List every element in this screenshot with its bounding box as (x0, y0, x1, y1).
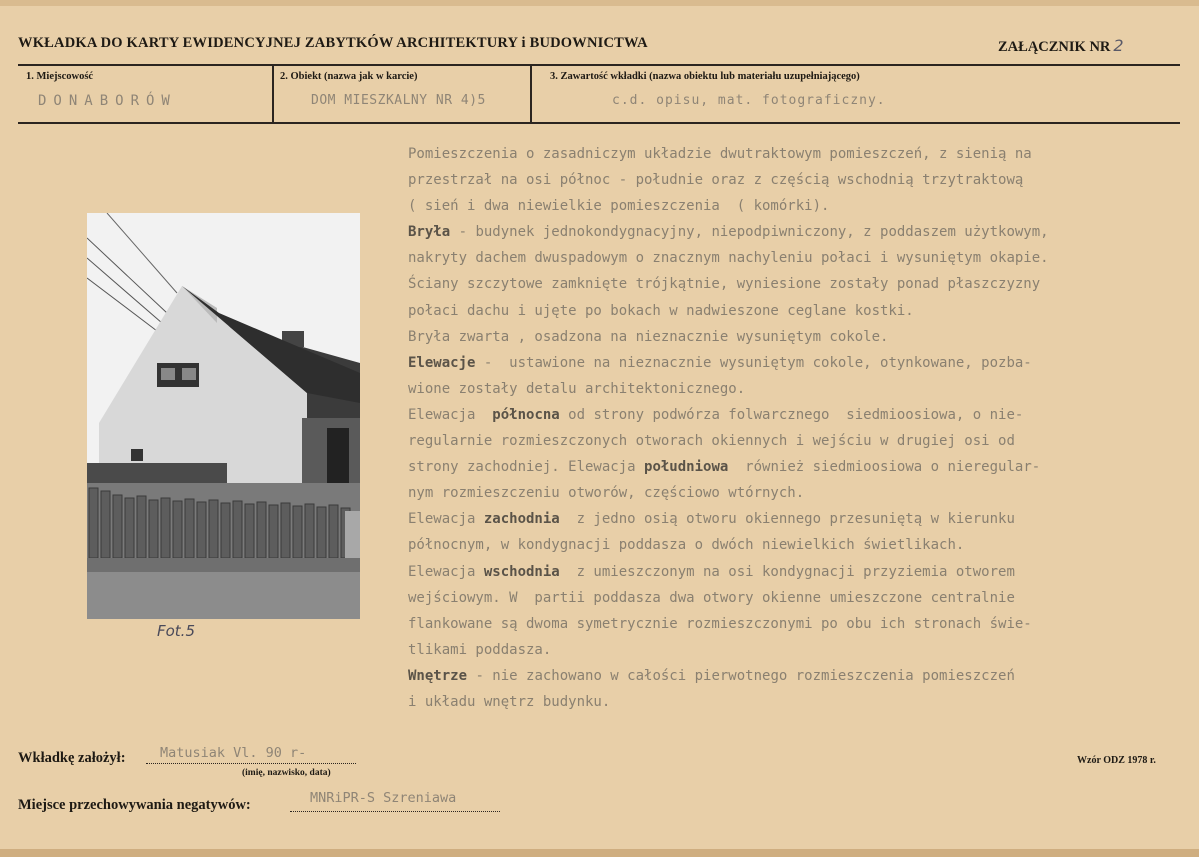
header-rule (18, 64, 1180, 66)
author-value: Matusiak Vl. 90 r- (160, 745, 307, 761)
paragraph-elevations (408, 350, 1188, 402)
content-value: c.d. opisu, mat. fotograficzny. (612, 93, 886, 108)
term-elevations: Elewacje (408, 354, 476, 371)
author-label: Wkładkę założył: (18, 750, 126, 766)
paragraph-interior (408, 663, 1188, 715)
term-east: wschodnia (483, 563, 560, 580)
object-label: 2. Obiekt (nazwa jak w karcie) (280, 71, 418, 82)
negatives-label: Miejsce przechowywania negatywów: (18, 797, 251, 813)
term-west: zachodnia (483, 511, 560, 528)
locality-value: DONABORÓW (38, 93, 177, 109)
attachment-label (998, 36, 1124, 56)
card-bottom-edge (0, 849, 1199, 857)
paragraph-form (408, 219, 1188, 349)
term-north: północna (492, 406, 560, 423)
description-text (408, 141, 1188, 715)
paragraph-elevations-text: - ustawione na nieznacznie wysuniętym cokole, otynkowane, pozba- wione zostały detalu architektonicznego. (408, 354, 1032, 397)
paragraph-east (408, 559, 1188, 663)
photo-caption: Fot.5 (157, 622, 195, 640)
negatives-value: MNRiPR-S Szreniawa (310, 790, 457, 806)
attachment-label-text: ZAŁĄCZNIK NR (998, 39, 1111, 55)
paragraph-north-text-a: Elewacja (408, 406, 493, 423)
card-title: WKŁADKA DO KARTY EWIDENCYJNEJ ZABYTKÓW ARCHITEKTURY i BUDOWNICTWA (18, 35, 648, 51)
paragraph-layout: Pomieszczenia o zasadniczym układzie dwutraktowym pomieszczeń, z sienią na przestrzał na osi północ - południe oraz z częścią wschodnią trzytraktową ( sień i dwa niewielkie pomieszczenia ( komórki). (408, 146, 1032, 215)
paragraph-interior-text: - nie zachowano w całości pierwotnego rozmieszczenia pomieszczeń i układu wnętrz budynku. (408, 667, 1015, 710)
paragraph-east-text-a: Elewacja (408, 563, 484, 580)
house-photo (87, 213, 360, 619)
author-line (146, 763, 356, 764)
paragraph-north-south (408, 402, 1188, 506)
term-south: południowa (644, 459, 729, 476)
term-form: Bryła (408, 224, 451, 241)
fields-rule (18, 122, 1180, 124)
author-hint: (imię, nazwisko, data) (242, 768, 331, 778)
field-divider-1 (272, 66, 274, 122)
card-top-edge (0, 0, 1199, 6)
term-interior: Wnętrze (408, 667, 468, 684)
field-divider-2 (530, 66, 532, 122)
paragraph-west-text-a: Elewacja (408, 511, 484, 528)
locality-label: 1. Miejscowość (26, 71, 94, 82)
content-label: 3. Zawartość wkładki (nazwa obiektu lub materiału uzupełniającego) (550, 71, 860, 82)
paragraph-form-text: - budynek jednokondygnacyjny, niepodpiwniczony, z poddaszem użytkowym, nakryty dachem dwuspadowym o znacznym nachyleniu połaci i wysuniętym okapie. Ściany szczytowe zamknięte trójkątnie, wyniesione zostały ponad płaszczyzny połaci dachu i ujęte po bokach w nadwieszone ceglane kostki. Bryła zwarta , osadzona na nieznacznie wysuniętym cokole. (408, 224, 1049, 345)
paragraph-west-text-b: z jedno osią otworu okiennego przesuniętą w kierunku północnym, w kondygnacji poddasza o dwóch niewielkich świetlikach. (408, 511, 1015, 554)
house-photo-image (87, 213, 360, 619)
paragraph-west (408, 506, 1188, 558)
paragraph-east-text-b: z umieszczonym na osi kondygnacji przyziemia otworem wejściowym. W partii poddasza dwa otwory okienne umieszczone centralnie flankowane są dwoma symetrycznie rozmieszczonymi po obu ich stronach świe- tlikami poddasza. (408, 563, 1032, 658)
attachment-number: 2 (1113, 36, 1124, 55)
negatives-line (290, 811, 500, 812)
object-value: DOM MIESZKALNY NR 4)5 (311, 93, 486, 108)
form-pattern: Wzór ODZ 1978 r. (1077, 755, 1156, 766)
paragraph-south-text: również siedmioosiowa o nieregular- nym rozmieszczeniu otworów, częściowo wtórnych. (408, 459, 1041, 502)
paragraph-north-text-b: od strony podwórza folwarcznego siedmioosiowa, o nie- regularnie rozmieszczonych otworach okiennych i wejściu w drugiej osi od strony zachodniej. Elewacja (408, 406, 1024, 476)
